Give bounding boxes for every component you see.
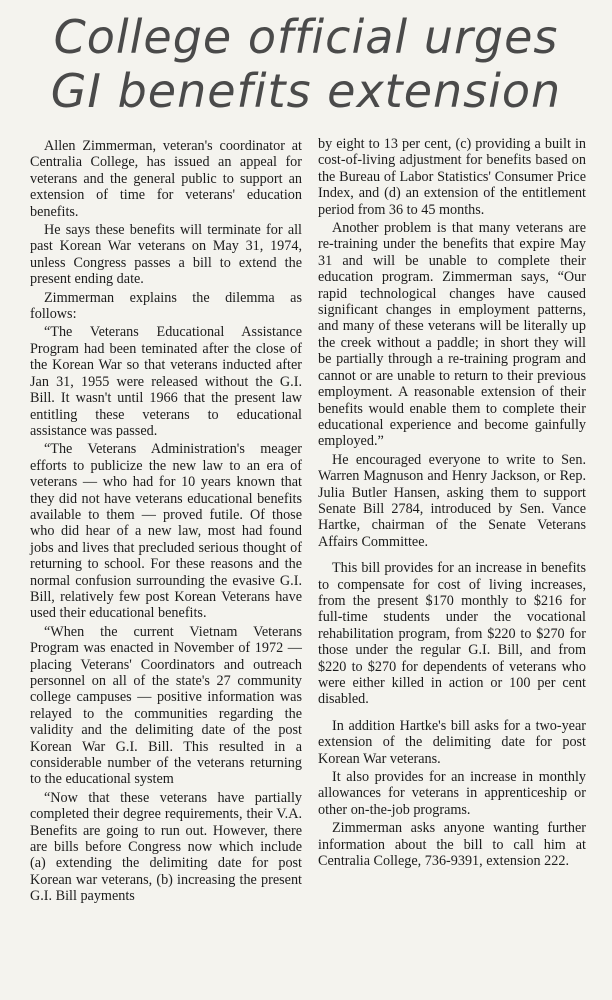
paragraph: “Now that these veterans have partially completed their degree requirements, their V.A. Benefits are going to run out. However, there are bills before Congress now which include (a) extending the delimiting date for post Korean war veterans, (b) increasing the present G.I. Bill payments bbox=[30, 789, 302, 905]
paragraph: “The Veterans Educational Assistance Program had been teminated after the close of the Korean War so that veterans inducted after Jan 31, 1955 were released without the G.I. Bill. It wasn't until 1966 that the present law entitling these veterans to educational assistance was passed. bbox=[30, 324, 302, 439]
paragraph: He encouraged everyone to write to Sen. Warren Magnuson and Henry Jackson, or Rep. Julia Butler Hansen, asking them to support Senate Bill 2784, introduced by Sen. Vance Hartke, chairman of the Senate Veterans Affairs Committee. bbox=[318, 451, 586, 550]
paragraph: Zimmerman explains the dilemma as follows: bbox=[30, 289, 302, 323]
paragraph: “The Veterans Administration's meager efforts to publicize the new law to an era of veterans — who had for 10 years known that they did not have veterans educational benefits available to them — proved futile. Of those who did hear of a new law, most had found jobs and lives that precluded serious thought of returning to school. For these reasons and the normal confusion surrounding the evasive G.I. Bill, relatively few post Korean Veterans have used their educational benefits. bbox=[30, 441, 302, 622]
article-column-right bbox=[318, 136, 586, 871]
paragraph: It also provides for an increase in monthly allowances for veterans in apprenticeship or other on-the-job programs. bbox=[318, 769, 586, 818]
paragraph: This bill provides for an increase in benefits to compensate for cost of living increases, from the present $170 monthly to $216 for full-time students under the vocational rehabilitation program, from $220 to $270 for those under the regular G.I. Bill, and from $220 to $270 for dependents of veterans who were either killed in action or 100 per cent disabled. bbox=[318, 560, 586, 708]
paragraph: Allen Zimmerman, veteran's coordinator at Centralia College, has issued an appeal for veterans and the general public to support an extension of time for veterans' education benefits. bbox=[30, 138, 302, 220]
article-column-left bbox=[30, 138, 302, 907]
paragraph: Another problem is that many veterans are re-training under the benefits that expire May 31 and will be unable to complete their education program. Zimmerman says, “Our rapid technological changes have caused significant changes in employment patterns, and many of these veterans will be literally up the creek without a paddle; in short they will be partially through a re-training program and cannot or are unable to return to their previous employment. A reasonable extension of their benefits would enable them to complete their educational experience and become gainfully employed.” bbox=[318, 220, 586, 450]
paragraph-continued: by eight to 13 per cent, (c) providing a built in cost-of-living adjustment for benefits based on the Bureau of Labor Statistics' Consumer Price Index, and (d) an extension of the entitlement period from 36 to 45 months. bbox=[318, 136, 586, 218]
paragraph: “When the current Vietnam Veterans Program was enacted in November of 1972 — placing Veterans' Coordinators and outreach personnel on all of the state's 27 community college campuses — positive information was relayed to the communities regarding the validity and the delimiting date of the post Korean War G.I. Bill. This resulted in a considerable number of the veterans returning to the educational system bbox=[30, 623, 302, 788]
headline bbox=[0, 10, 612, 118]
paragraph: In addition Hartke's bill asks for a two-year extension of the delimiting date for post Korean War veterans. bbox=[318, 717, 586, 767]
paragraph: Zimmerman asks anyone wanting further information about the bill to call him at Centralia College, 736-9391, extension 222. bbox=[318, 820, 586, 870]
headline-line-2: GI benefits extension bbox=[50, 64, 562, 118]
paragraph: He says these benefits will terminate for all past Korean War veterans on May 31, 1974, unless Congress passes a bill to extend the present ending date. bbox=[30, 222, 302, 288]
headline-line-1: College official urges bbox=[53, 10, 559, 64]
